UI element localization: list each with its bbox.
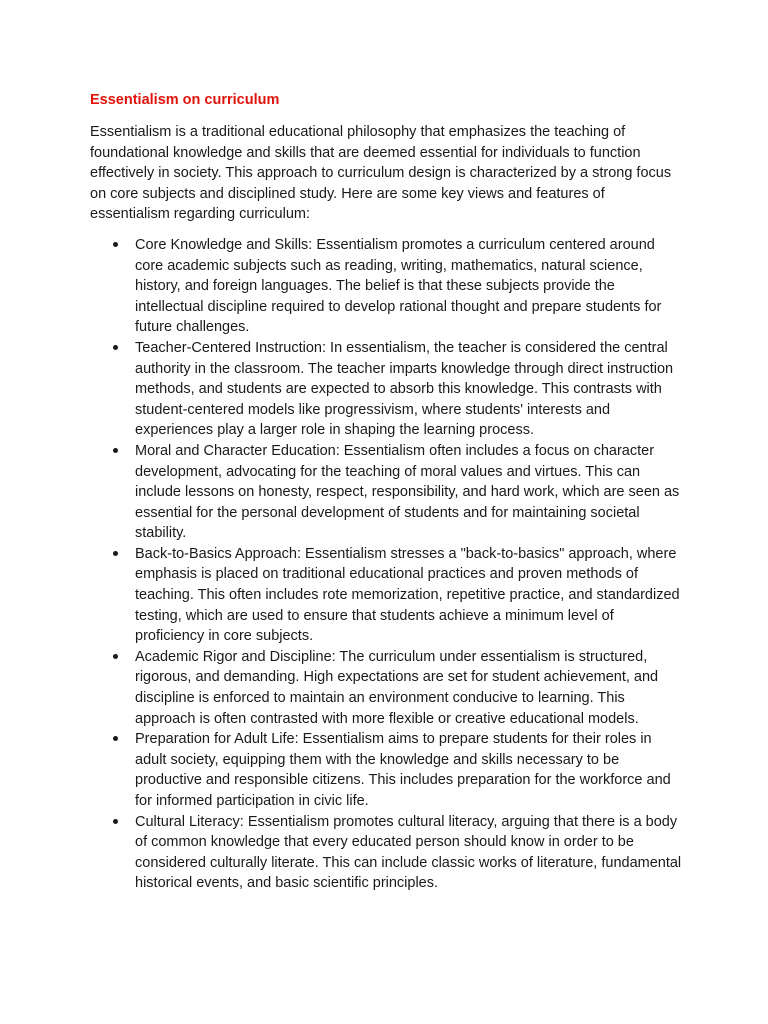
list-item (90, 647, 682, 729)
bullet-icon (113, 448, 118, 453)
list-item (90, 544, 682, 647)
list-item-text: Preparation for Adult Life: Essentialism aims to prepare students for their roles in adult society, equipping them with the knowledge and skills necessary to be productive and responsible citizens. This includes preparation for the workforce and for informed participation in civic life. (135, 731, 671, 809)
list-item-text: Moral and Character Education: Essentialism often includes a focus on character development, advocating for the teaching of moral values and virtues. This can include lessons on honesty, respect, responsibility, and hard work, which are seen as essential for the personal development of students and for maintaining societal stability. (135, 442, 680, 542)
document-page (90, 90, 682, 894)
bullet-icon (113, 242, 118, 247)
intro-paragraph: Essentialism is a traditional educational philosophy that emphasizes the teaching of foundational knowledge and skills that are deemed essential for individuals to function effectively in society. This approach to curriculum design is characterized by a strong focus on core subjects and disciplined study. Here are some key views and features of essentialism regarding curriculum: (90, 124, 672, 223)
bullet-icon (113, 345, 118, 350)
document-heading: Essentialism on curriculum (90, 92, 280, 108)
list-item-text: Cultural Literacy: Essentialism promotes cultural literacy, arguing that there is a body of common knowledge that every educated person should know in order to be considered culturally literate. This can include classic works of literature, fundamental historical events, and basic scientific principles. (135, 813, 682, 892)
list-item-text: Core Knowledge and Skills: Essentialism promotes a curriculum centered around core academic subjects such as reading, writing, mathematics, natural science, history, and foreign languages. The belief is that these subjects provide the intellectual discipline required to develop rational thought and prepare students for future challenges. (135, 236, 662, 336)
list-item (90, 338, 682, 441)
list-item (90, 235, 682, 338)
list-item (90, 812, 682, 894)
list-item (90, 729, 682, 811)
bullet-list (90, 235, 682, 894)
list-item-text: Academic Rigor and Discipline: The curriculum under essentialism is structured, rigorous, and demanding. High expectations are set for student achievement, and discipline is enforced to maintain an environment conducive to learning. This approach is often contrasted with more flexible or creative educational models. (135, 648, 659, 727)
bullet-icon (113, 654, 118, 659)
bullet-icon (113, 819, 118, 824)
bullet-icon (113, 551, 118, 556)
list-item (90, 441, 682, 544)
bullet-icon (113, 736, 118, 741)
list-item-text: Back-to-Basics Approach: Essentialism stresses a "back-to-basics" approach, where emphasis is placed on traditional educational practices and proven methods of teaching. This often includes rote memorization, repetitive practice, and standardized testing, which are used to ensure that students achieve a minimum level of proficiency in core subjects. (135, 545, 680, 645)
list-item-text: Teacher-Centered Instruction: In essentialism, the teacher is considered the central authority in the classroom. The teacher imparts knowledge through direct instruction methods, and students are expected to absorb this knowledge. This contrasts with student-centered models like progressivism, where students' interests and experiences play a larger role in shaping the learning process. (135, 339, 674, 439)
